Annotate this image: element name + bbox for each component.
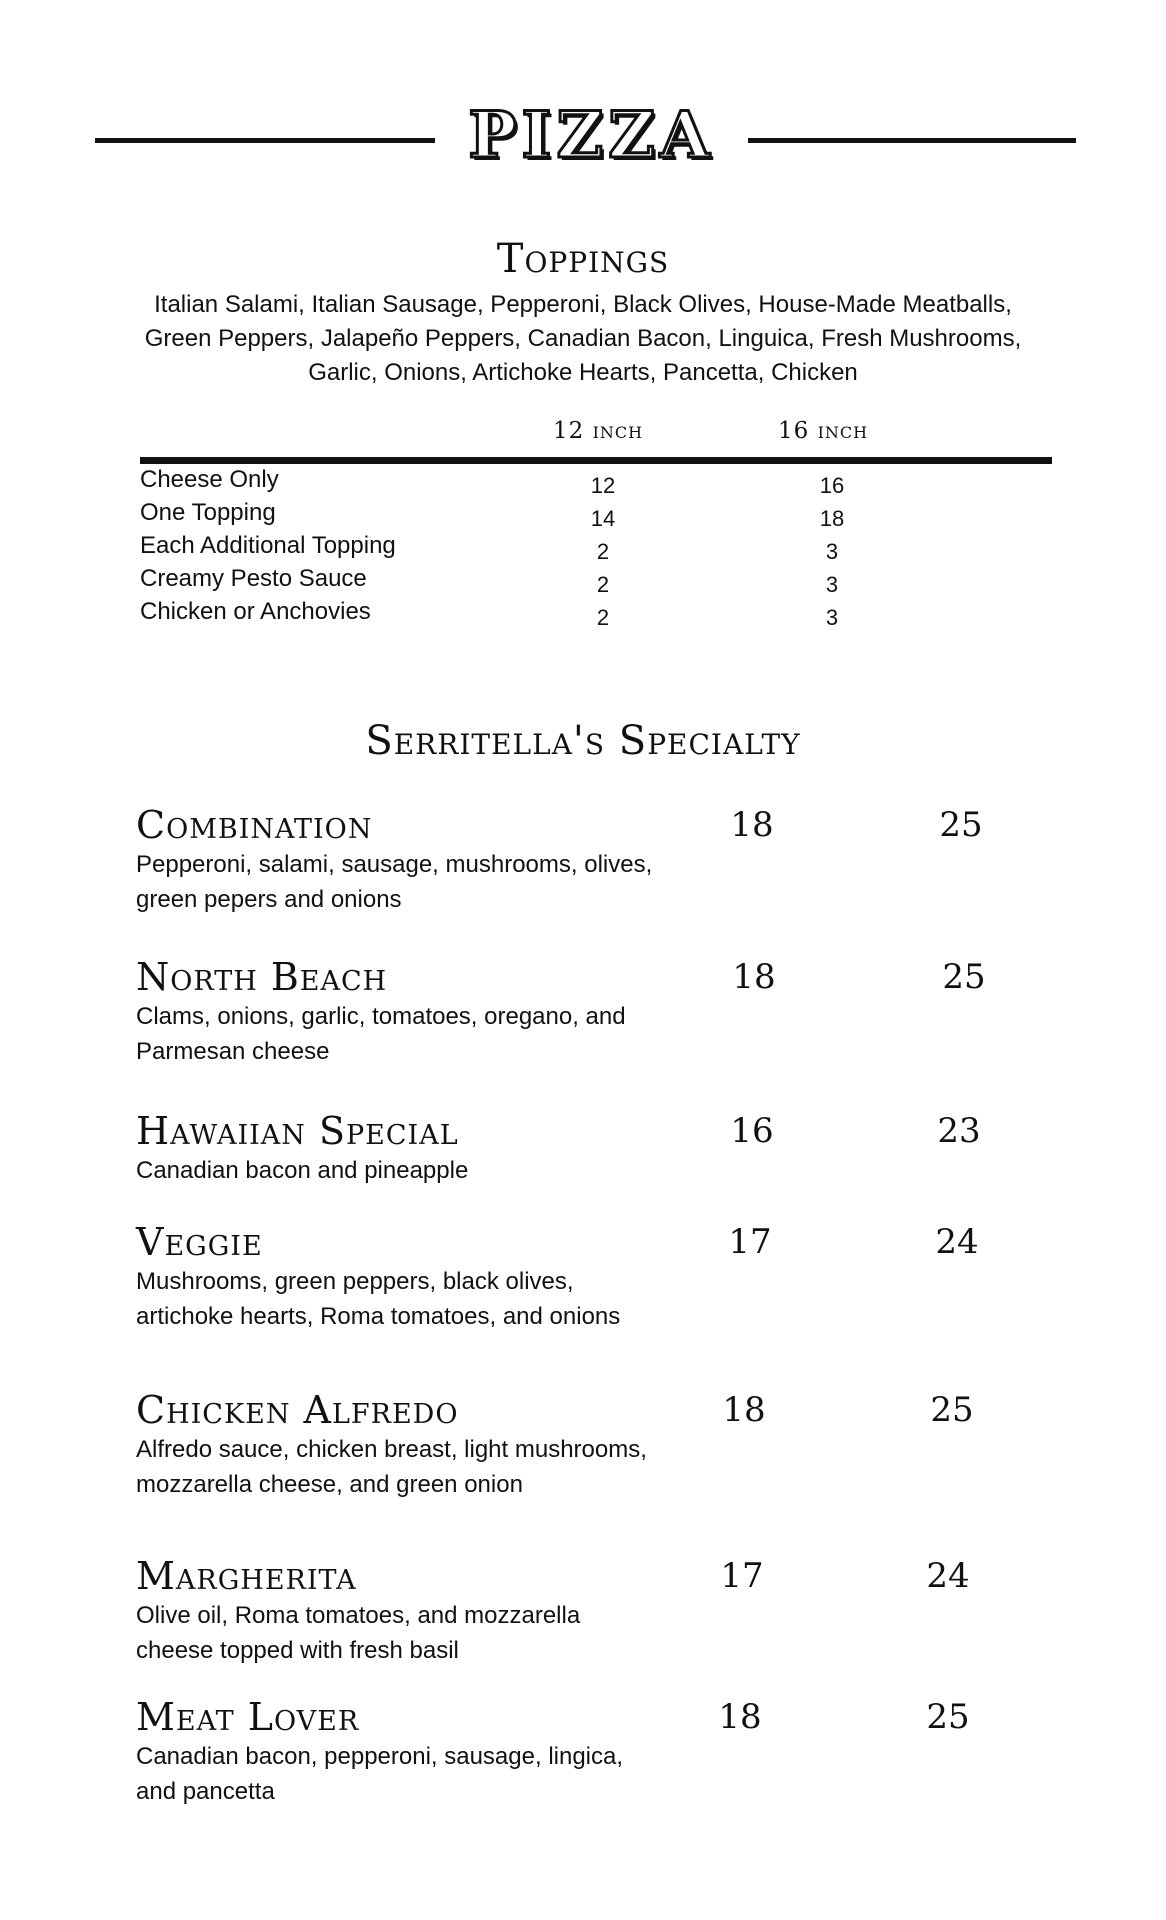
price-row-label: One Topping xyxy=(140,499,276,526)
price-12: 14 xyxy=(590,506,616,531)
pizza-price-16: 24 xyxy=(926,1556,970,1596)
pizza-name: Margherita xyxy=(136,1554,357,1598)
pizza-description: Alfredo sauce, chicken breast, light mushrooms, mozzarella cheese, and green onion xyxy=(136,1436,647,1498)
pizza-price-12: 18 xyxy=(730,805,774,845)
pizza-price-12: 17 xyxy=(728,1222,772,1262)
pizza-item-hawaiian-special xyxy=(136,1111,1066,1188)
pizza-description: Pepperoni, salami, sausage, mushrooms, olives, green pepers and onions xyxy=(136,851,653,913)
price-row xyxy=(140,532,1052,565)
pizza-item-meat-lover xyxy=(136,1697,1066,1809)
price-table-rule xyxy=(140,457,1052,464)
pizza-price-16: 23 xyxy=(937,1111,981,1151)
pizza-price-12: 18 xyxy=(718,1697,762,1737)
pizza-price-12: 16 xyxy=(730,1111,774,1151)
pizza-name: Veggie xyxy=(136,1220,263,1264)
specialty-heading: Serritella's Specialty xyxy=(365,718,801,764)
price-row-label: Cheese Only xyxy=(140,466,279,493)
size-12-heading: 12 inch xyxy=(553,418,644,444)
price-16: 18 xyxy=(819,506,845,531)
pizza-price-16: 25 xyxy=(942,957,986,997)
pizza-price-12: 18 xyxy=(732,957,776,997)
pizza-item-margherita xyxy=(136,1556,1066,1668)
price-16: 16 xyxy=(819,473,845,498)
price-row xyxy=(140,565,1052,598)
price-12: 2 xyxy=(596,605,610,630)
price-12: 2 xyxy=(596,572,610,597)
pizza-name: Combination xyxy=(136,803,373,847)
price-16: 3 xyxy=(825,605,839,630)
page-title: PIZZA xyxy=(468,98,715,173)
pizza-name: Hawaiian Special xyxy=(136,1109,459,1153)
pizza-item-combination xyxy=(136,805,1066,917)
pizza-description: Canadian bacon and pineapple xyxy=(136,1157,469,1184)
pizza-description: Olive oil, Roma tomatoes, and mozzarella cheese topped with fresh basil xyxy=(136,1602,581,1664)
pizza-name: Chicken Alfredo xyxy=(136,1388,459,1432)
header-rule-right xyxy=(748,138,1076,143)
price-row-label: Chicken or Anchovies xyxy=(140,598,371,625)
pizza-name: Meat Lover xyxy=(136,1695,360,1739)
toppings-list: Italian Salami, Italian Sausage, Pepperoni, Black Olives, House-Made Meatballs, Green Peppers, Jalapeño Peppers, Canadian Bacon, Linguica, Fresh Mushrooms, Garlic, Onions, Artichoke Hearts, Pancetta, Chicken xyxy=(144,291,1022,386)
price-12: 12 xyxy=(590,473,616,498)
pizza-description: Clams, onions, garlic, tomatoes, oregano, and Parmesan cheese xyxy=(136,1003,626,1065)
price-row xyxy=(140,598,1052,631)
pizza-description: Canadian bacon, pepperoni, sausage, lingica, and pancetta xyxy=(136,1743,624,1805)
pizza-item-north-beach xyxy=(136,957,1066,1069)
pizza-price-12: 17 xyxy=(720,1556,764,1596)
pizza-price-16: 25 xyxy=(930,1390,974,1430)
pizza-price-16: 24 xyxy=(935,1222,979,1262)
pizza-description: Mushrooms, green peppers, black olives, artichoke hearts, Roma tomatoes, and onions xyxy=(136,1268,621,1330)
topping-price-table xyxy=(140,466,1052,631)
toppings-heading: Toppings xyxy=(496,236,670,282)
header-rule-left xyxy=(95,138,435,143)
price-row-label: Creamy Pesto Sauce xyxy=(140,565,367,592)
pizza-item-veggie xyxy=(136,1222,1066,1334)
pizza-item-chicken-alfredo xyxy=(136,1390,1066,1502)
pizza-price-12: 18 xyxy=(722,1390,766,1430)
price-row-label: Each Additional Topping xyxy=(140,532,396,559)
pizza-price-16: 25 xyxy=(926,1697,970,1737)
price-16: 3 xyxy=(825,539,839,564)
size-16-heading: 16 inch xyxy=(778,418,869,444)
pizza-name: North Beach xyxy=(136,955,388,999)
pizza-price-16: 25 xyxy=(939,805,983,845)
price-row xyxy=(140,466,1052,499)
price-12: 2 xyxy=(596,539,610,564)
price-row xyxy=(140,499,1052,532)
price-16: 3 xyxy=(825,572,839,597)
